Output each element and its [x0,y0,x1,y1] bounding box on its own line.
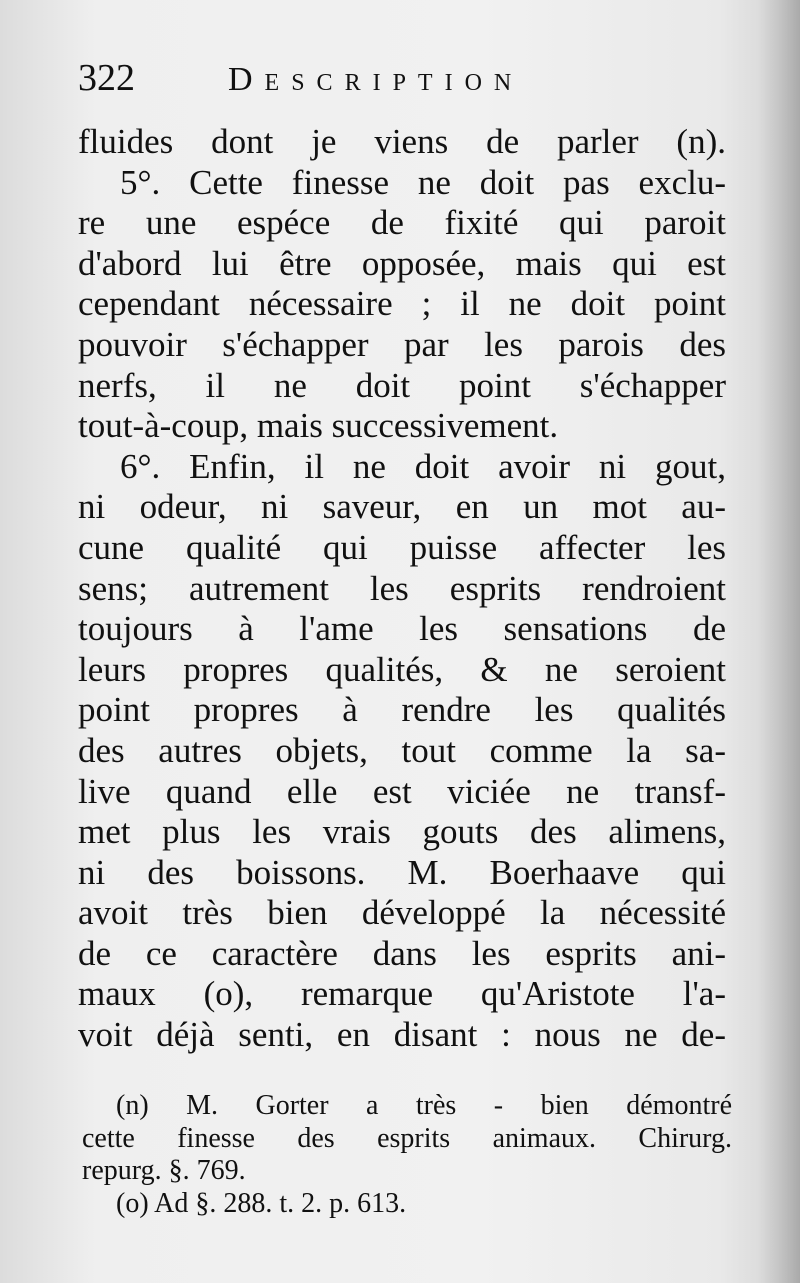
running-head: Description [228,61,524,98]
text-line: cependant nécessaire ; il ne doit point [78,284,726,324]
page-number: 322 [78,57,135,99]
text-line: des autres objets, tout comme la sa- [78,730,726,770]
text-line: fluides dont je viens de parler (n). [78,122,726,161]
footnotes [82,1090,732,1220]
text-line: avoit très bien développé la nécessité [78,893,726,933]
footnote-line: (o) Ad §. 288. t. 2. p. 613. [116,1187,407,1219]
page-edge-shadow [758,0,800,1283]
text-line: nerfs, il ne doit point s'échapper [78,365,726,405]
footnote-line: (n) M. Gorter a très - bien démontré [116,1090,732,1121]
text-line: pouvoir s'échapper par les parois des [78,324,726,364]
text-line: d'abord lui être opposée, mais qui est [78,243,726,283]
body-text [78,122,726,1056]
text-line: ni des boissons. M. Boerhaave qui [78,852,726,892]
text-line: cune qualité qui puisse affecter les [78,527,726,567]
text-line: 5°. Cette finesse ne doit pas exclu- [120,162,726,202]
text-line: leurs propres qualités, & ne seroient [78,649,726,689]
text-line: point propres à rendre les qualités [78,690,726,730]
text-line: met plus les vrais gouts des alimens, [78,812,726,852]
footnote-line: repurg. §. 769. [82,1155,246,1186]
text-line: voit déjà senti, en disant : nous ne de- [78,1015,726,1055]
footnote-line: cette finesse des esprits animaux. Chirurg. [82,1122,732,1154]
text-line: ni odeur, ni saveur, en un mot au- [78,487,726,527]
page-header [78,56,738,106]
text-line: toujours à l'ame les sensations de [78,609,726,649]
text-line: maux (o), remarque qu'Aristote l'a- [78,974,726,1014]
text-line: 6°. Enfin, il ne doit avoir ni gout, [120,446,726,486]
text-line: de ce caractère dans les esprits ani- [78,933,726,973]
text-line: re une espéce de fixité qui paroit [78,203,726,243]
text-line: live quand elle est viciée ne transf- [78,771,726,811]
text-line: sens; autrement les esprits rendroient [78,568,726,608]
text-line: tout-à-coup, mais successivement. [78,406,559,446]
